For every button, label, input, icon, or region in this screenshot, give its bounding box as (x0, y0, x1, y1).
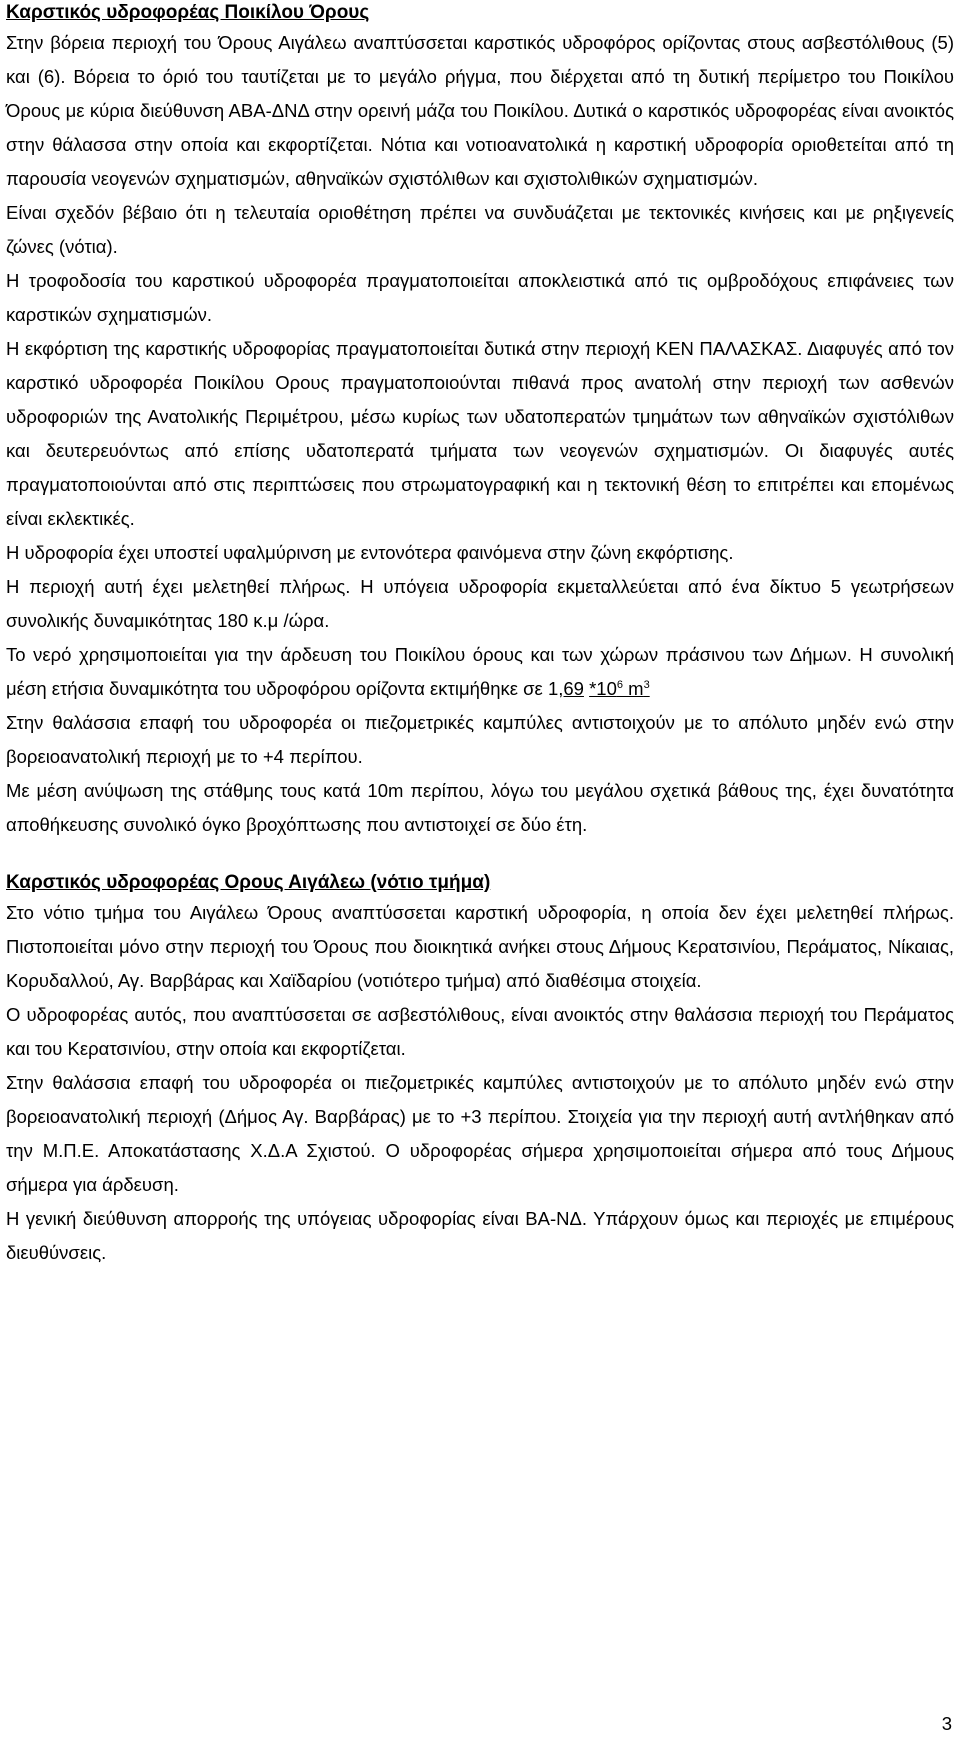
section-title: Καρστικός υδροφορέας Ποικίλου Όρους (6, 2, 370, 23)
paragraph: Ο υδροφορέας αυτός, που αναπτύσσεται σε ασβεστόλιθους, είναι ανοικτός στην θαλάσσια περιοχή του Περάματος και του Κερατσινίου, στην οποία και εκφορτίζεται. (6, 1004, 954, 1059)
section-title: Καρστικός υδροφορέας Ορους Αιγάλεω (νότιο τμήμα) (6, 872, 491, 893)
paragraph: Με μέση ανύψωση της στάθμης τους κατά 10m περίπου, λόγω του μεγάλου σχετικά βάθους της, έχει δυνατότητα αποθήκευσης συνολικό όγκο βροχόπτωσης που αντιστοιχεί σε δύο έτη. (6, 780, 954, 835)
capacity-value: ,69 (558, 678, 584, 699)
document-page (6, 0, 954, 1270)
paragraph: Στην θαλάσσια επαφή του υδροφορέα οι πιεζομετρικές καμπύλες αντιστοιχούν με το απόλυτο μηδέν ενώ στην βορειοανατολική περιοχή με το +4 περίπου. (6, 712, 954, 767)
paragraph: Η υδροφορία έχει υποστεί υφαλμύρινση με εντονότερα φαινόμενα στην ζώνη εκφόρτισης. (6, 542, 734, 563)
paragraph: Στην θαλάσσια επαφή του υδροφορέα οι πιεζομετρικές καμπύλες αντιστοιχούν με το απόλυτο μηδέν ενώ στην βορειοανατολική περιοχή (Δήμος Αγ. Βαρβάρας) με το +3 περίπου. Στοιχεία για την περιοχή αυτή αντλήθηκαν από την Μ.Π.Ε. Αποκατάστασης Χ.Δ.Α Σχιστού. Ο υδροφορέας σήμερα χρησιμοποιείται σήμερα από τους Δήμους σήμερα για άρδευση. (6, 1072, 954, 1195)
paragraph: Η γενική διεύθυνση απορροής της υπόγειας υδροφορίας είναι ΒΑ-ΝΔ. Υπάρχουν όμως και περιοχές με επιμέρους διευθύνσεις. (6, 1208, 954, 1263)
paragraph: Στην βόρεια περιοχή του Όρους Αιγάλεω αναπτύσσεται καρστικός υδροφόρος ορίζοντας στους ασβεστόλιθους (5) και (6). Βόρεια το όριό του ταυτίζεται με το μεγάλο ρήγμα, που διέρχεται από τη δυτική περίμετρο του Ποικίλου Όρους με κύρια διεύθυνση ΑΒΑ-ΔΝΔ στην ορεινή μάζα του Ποικίλου. Δυτικά ο καρστικός υδροφορέας είναι ανοικτός στην θάλασσα στην οποία και εκφορτίζεται. Νότια και νοτιοανατολικά η καρστική υδροφορία οριοθετείται από τη παρουσία νεογενών σχηματισμών, αθηναϊκών σχιστόλιθων και σχιστολιθικών σχηματισμών. (6, 32, 954, 189)
section-aigaleo-south (6, 870, 954, 1270)
paragraph: Η εκφόρτιση της καρστικής υδροφορίας πραγματοποιείται δυτικά στην περιοχή ΚΕΝ ΠΑΛΑΣΚΑΣ. Διαφυγές από τον καρστικό υδροφορέα Ποικίλου Ορους πραγματοποιούνται πιθανά προς ανατολή στην περιοχή των ασθενών υδροφοριών της Ανατολικής Περιμέτρου, μέσω κυρίως των υδατοπερατών τμημάτων των αθηναϊκών σχιστόλιθων και δευτερευόντως από επίσης υδατοπερατά τμήματα των νεογενών σχηματισμών. Οι διαφυγές αυτές πραγματοποιούνται από στις περιπτώσεις που στρωματογραφική και η τεκτονική θέση το επιτρέπει και επομένως είναι εκλεκτικές. (6, 338, 954, 529)
paragraph: Η περιοχή αυτή έχει μελετηθεί πλήρως. Η υπόγεια υδροφορία εκμεταλλεύεται από ένα δίκτυο 5 γεωτρήσεων συνολικής δυναμικότητας 180 κ.μ /ώρα. (6, 576, 954, 631)
paragraph-text: Το νερό χρησιμοποιείται για την άρδευση του Ποικίλου όρους και των χώρων πράσινου των Δήμων. Η συνολική μέση ετήσια δυναμικότητα του υδροφόρου ορίζοντα εκτιμήθηκε σε 1 (6, 644, 954, 699)
paragraph: Στο νότιο τμήμα του Αιγάλεω Όρους αναπτύσσεται καρστική υδροφορία, η οποία δεν έχει μελετηθεί πλήρως. Πιστοποιείται μόνο στην περιοχή του Όρους που διοικητικά ανήκει στους Δήμους Κερατσινίου, Περάματος, Νίκαιας, Κορυδαλλού, Αγ. Βαρβάρας και Χαϊδαρίου (νοτιότερο τμήμα) από διαθέσιμα στοιχεία. (6, 902, 954, 991)
paragraph-capacity (6, 638, 954, 706)
section-poikilo (6, 0, 954, 842)
page-number: 3 (941, 1713, 952, 1734)
paragraph: Η τροφοδοσία του καρστικού υδροφορέα πραγματοποιείται αποκλειστικά από τις ομβροδόχους επιφάνειες των καρστικών σχηματισμών. (6, 270, 954, 325)
paragraph: Είναι σχεδόν βέβαιο ότι η τελευταία οριοθέτηση πρέπει να συνδυάζεται με τεκτονικές κινήσεις και με ρηξιγενείς ζώνες (νότια). (6, 202, 954, 257)
capacity-unit: $*10^6$ $m^3$ (589, 678, 650, 699)
